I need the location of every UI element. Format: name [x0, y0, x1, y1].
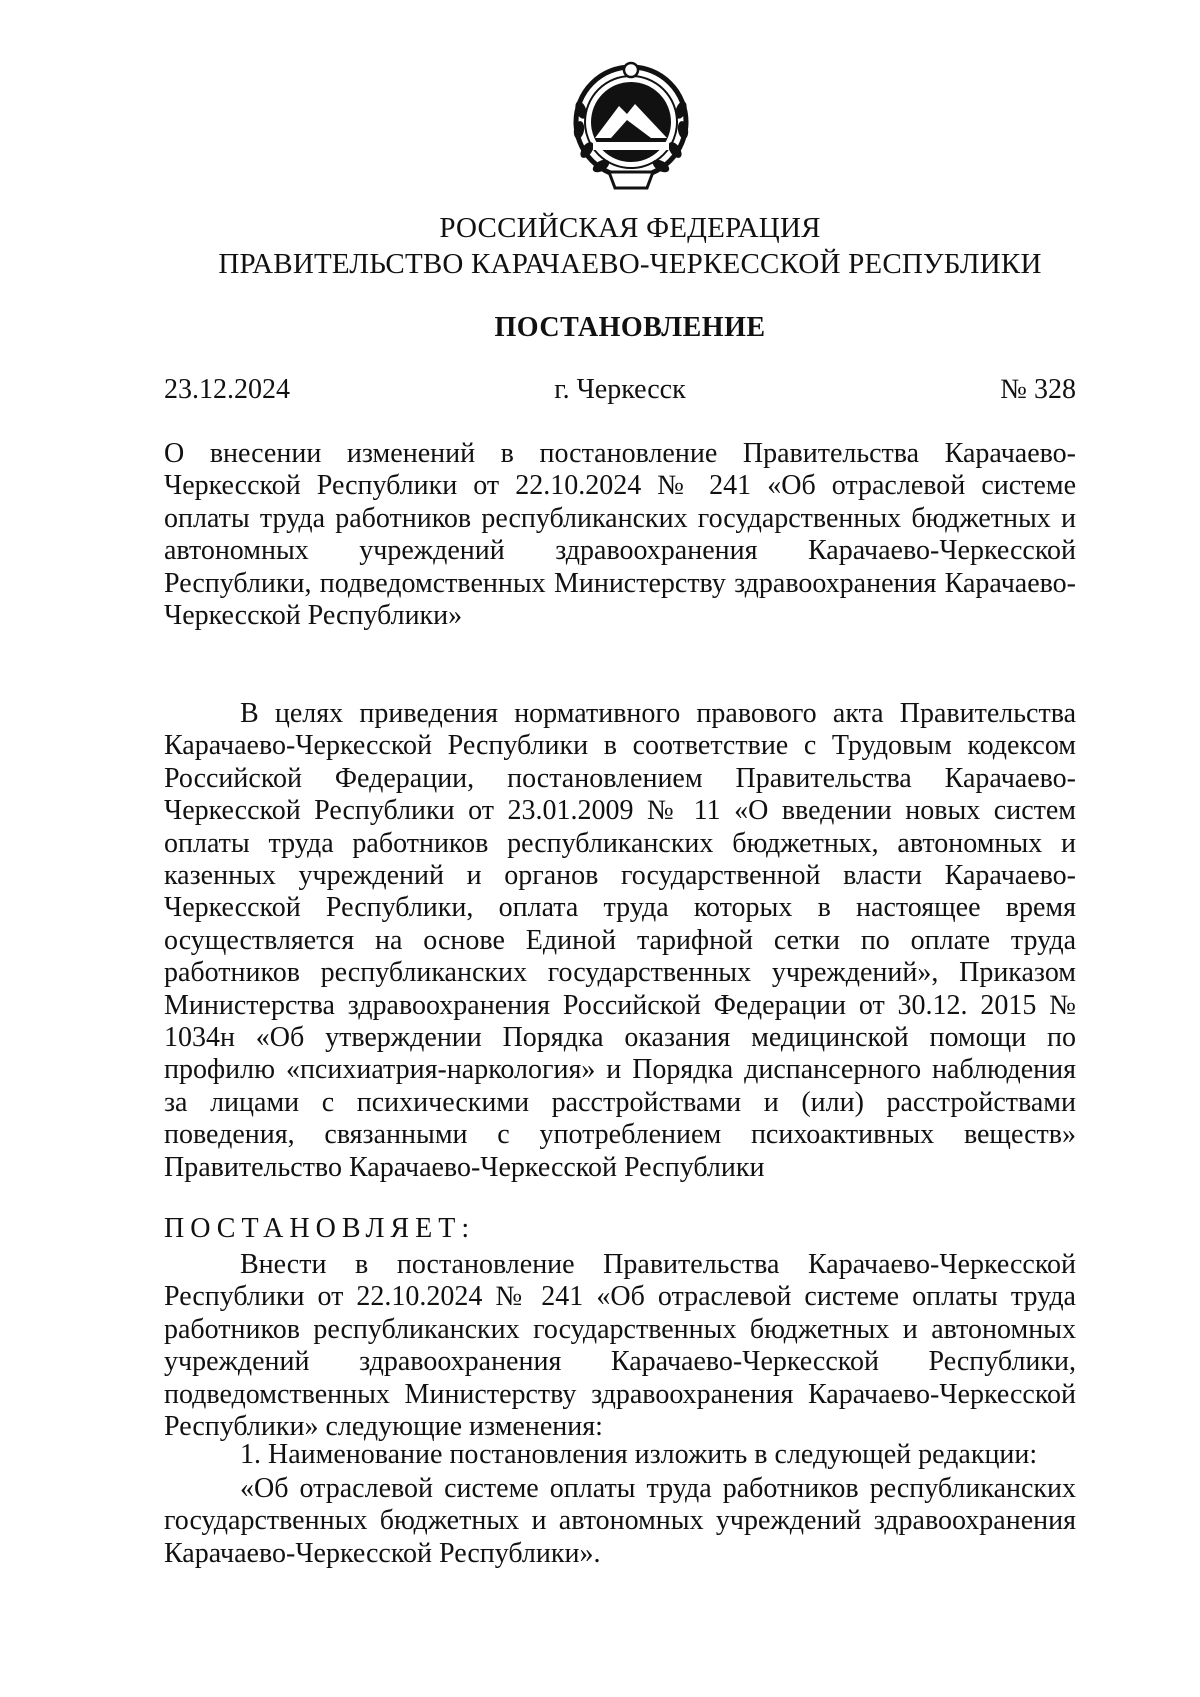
- country-header: РОССИЙСКАЯ ФЕДЕРАЦИЯ: [439, 212, 821, 244]
- document-date: 23.12.2024: [164, 374, 290, 405]
- coat-of-arms-icon: [561, 60, 701, 195]
- document-title: О внесении изменений в постановление Правительства Карачаево-Черкесской Республики от 22.10.2024 № 241 «Об отраслевой системе оплаты труда работников республиканских государственных бюджетных и автономных учреждений здравоохранения Карачаево-Черкесской Республики, подведомственных Министерству здравоохранения Карачаево-Черкесской Республики»: [164, 438, 1076, 632]
- decree-word: ПОСТАНОВЛЯЕТ:: [164, 1213, 476, 1244]
- new-title-quote: «Об отраслевой системе оплаты труда работников республиканских государственных бюджетных и автономных учреждений здравоохранения Карачаево-Черкесской Республики».: [164, 1473, 1076, 1569]
- document-city: г. Черкесск: [554, 374, 686, 405]
- document-number: № 328: [1000, 374, 1076, 405]
- item-1: 1. Наименование постановления изложить в следующей редакции:: [240, 1439, 1038, 1470]
- body-paragraph: Внести в постановление Правительства Карачаево-Черкесской Республики от 22.10.2024 № 241 «Об отраслевой системе оплаты труда работников республиканских государственных бюджетных и автономных учреждений здравоохранения Карачаево-Черкесской Республики, подведомственных Министерству здравоохранения Карачаево-Черкесской Республики» следующие изменения:: [164, 1249, 1076, 1443]
- government-header: ПРАВИТЕЛЬСТВО КАРАЧАЕВО-ЧЕРКЕССКОЙ РЕСПУБЛИКИ: [218, 248, 1042, 280]
- preamble-paragraph: В целях приведения нормативного правового акта Правительства Карачаево-Черкесской Республики в соответствие с Трудовым кодексом Российской Федерации, постановлением Правительства Карачаево-Черкесской Республики от 23.01.2009 № 11 «О введении новых систем оплаты труда работников республиканских бюджетных, автономных и казенных учреждений и органов государственной власти Карачаево-Черкесской Республики, оплата труда которых в настоящее время осуществляется на основе Единой тарифной сетки по оплате труда работников республиканских государственных учреждений», Приказом Министерства здравоохранения Российской Федерации от 30.12. 2015 № 1034н «Об утверждении Порядка оказания медицинской помощи по профилю «психиатрия-наркология» и Порядка диспансерного наблюдения за лицами с психическими расстройствами и (или) расстройствами поведения, связанными с употреблением психоактивных веществ» Правительство Карачаево-Черкесской Республики: [164, 698, 1076, 1183]
- document-meta: [164, 374, 1076, 410]
- document-type: ПОСТАНОВЛЕНИЕ: [494, 312, 766, 343]
